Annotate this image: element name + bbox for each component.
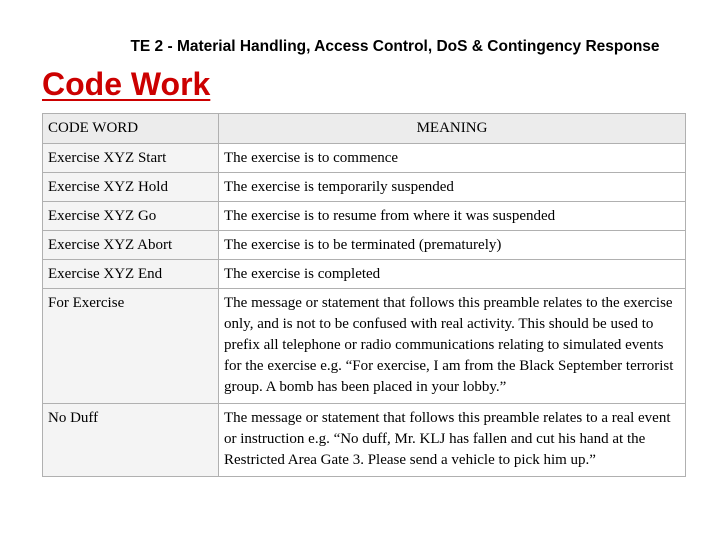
code-word-cell: Exercise XYZ Abort xyxy=(43,231,219,260)
meaning-cell: The exercise is temporarily suspended xyxy=(219,173,686,202)
code-words-table xyxy=(42,113,686,477)
code-word-cell: No Duff xyxy=(43,404,219,477)
table-row xyxy=(43,404,686,477)
column-header-meaning: MEANING xyxy=(219,114,686,144)
table-row xyxy=(43,289,686,404)
code-word-cell: For Exercise xyxy=(43,289,219,404)
table-row xyxy=(43,260,686,289)
table-row xyxy=(43,231,686,260)
table-row xyxy=(43,173,686,202)
table-row xyxy=(43,144,686,173)
code-word-cell: Exercise XYZ End xyxy=(43,260,219,289)
meaning-cell: The message or statement that follows this preamble relates to the exercise only, and is not to be confused with real activity. This should be used to prefix all telephone or radio communications relating to simulated events for the exercise e.g. “For exercise, I am from the Black September terrorist group. A bomb has been placed in your lobby.” xyxy=(219,289,686,404)
table-header-row xyxy=(43,114,686,144)
column-header-code-word: CODE WORD xyxy=(43,114,219,144)
code-word-cell: Exercise XYZ Go xyxy=(43,202,219,231)
meaning-cell: The exercise is to commence xyxy=(219,144,686,173)
presentation-header: TE 2 - Material Handling, Access Control, DoS & Contingency Response xyxy=(130,38,660,55)
table-row xyxy=(43,202,686,231)
meaning-cell: The exercise is completed xyxy=(219,260,686,289)
meaning-cell: The exercise is to resume from where it was suspended xyxy=(219,202,686,231)
meaning-cell: The message or statement that follows this preamble relates to a real event or instruction e.g. “No duff, Mr. KLJ has fallen and cut his hand at the Restricted Area Gate 3. Please send a vehicle to pick him up.” xyxy=(219,404,686,477)
meaning-cell: The exercise is to be terminated (prematurely) xyxy=(219,231,686,260)
code-word-cell: Exercise XYZ Hold xyxy=(43,173,219,202)
slide-title: Code Work xyxy=(42,66,211,102)
code-word-cell: Exercise XYZ Start xyxy=(43,144,219,173)
